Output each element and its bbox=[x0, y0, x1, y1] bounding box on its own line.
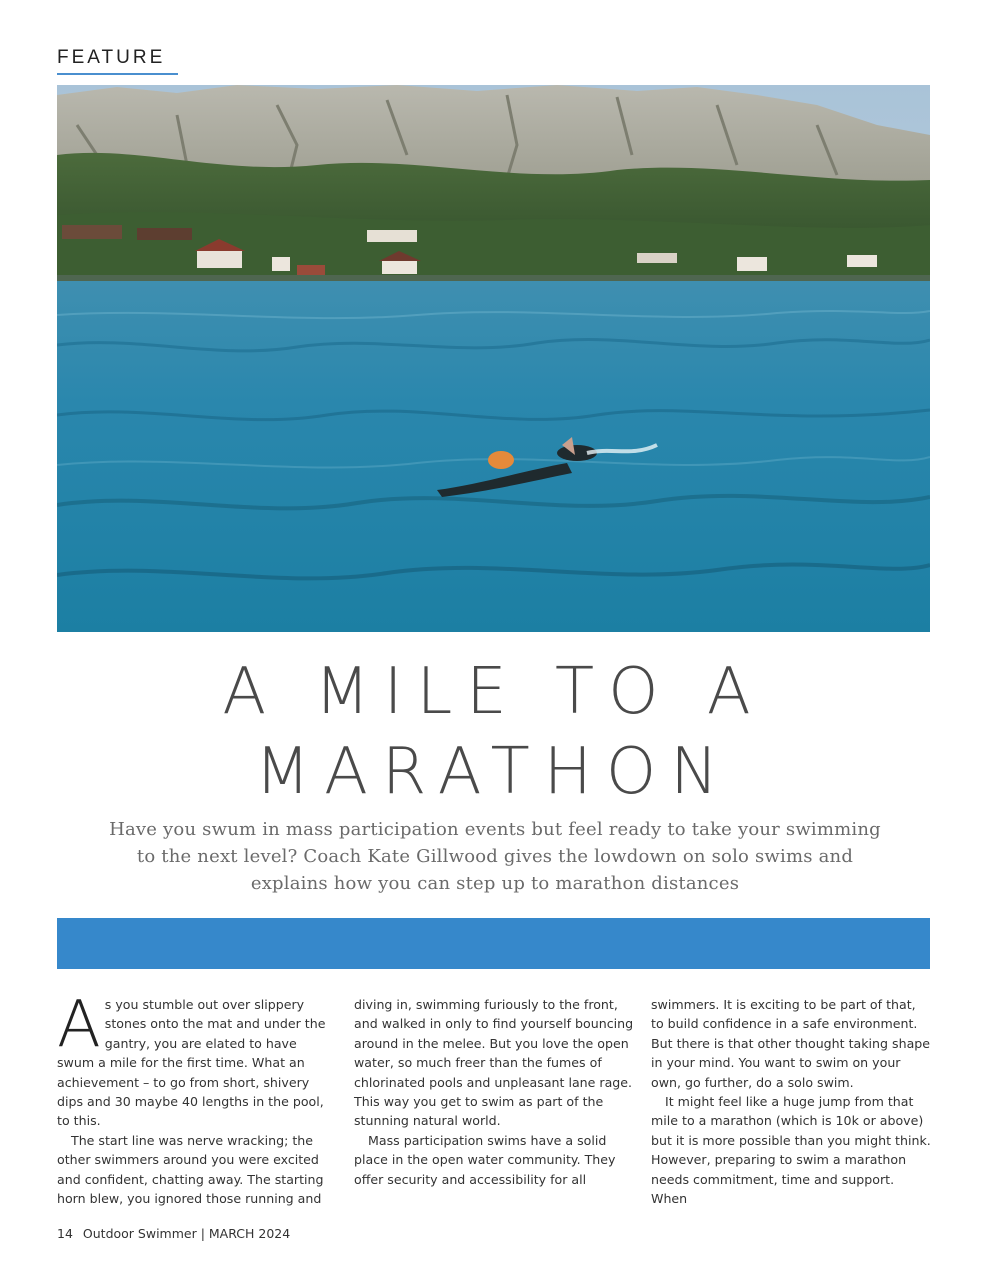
body-column-3 bbox=[651, 995, 931, 1208]
body-paragraph: diving in, swimming furiously to the front, and walked in only to find yourself bouncing around in the melee. But you love the open water, so much freer than the fumes of chlorinated pools and unpleasant lane rage. This way you get to swim as part of the stunning natural world. bbox=[354, 997, 634, 1129]
section-rule bbox=[57, 73, 178, 75]
body-paragraph bbox=[57, 988, 337, 1131]
body-column-1 bbox=[57, 988, 337, 1208]
body-paragraph: swimmers. It is exciting to be part of that, to build confidence in a safe environment. But there is that other thought taking shape in your mind. You want to swim on your own, go further, do a solo swim. bbox=[651, 997, 931, 1090]
body-column-2 bbox=[354, 995, 634, 1189]
blue-divider-bar bbox=[57, 918, 930, 969]
body-text: s you stumble out over slippery stones onto the mat and under the gantry, you are elated to have swum a mile for the first time. What an achievement – to go from short, shivery dips and 30 maybe 40 lengths in the pool, to this. bbox=[57, 997, 326, 1129]
article-title bbox=[57, 652, 930, 812]
body-paragraph: It might feel like a huge jump from that mile to a marathon (which is 10k or above) but it is more possible than you might think. However, preparing to swim a marathon needs commitment, time and support. When bbox=[651, 1094, 931, 1207]
hero-photo bbox=[57, 85, 930, 632]
body-paragraph: The start line was nerve wracking; the other swimmers around you were excited and confident, chatting away. The starting horn blew, you ignored those running and bbox=[57, 1132, 324, 1207]
title-line-2: MARATHON bbox=[254, 735, 733, 809]
standfirst: Have you swum in mass participation events but feel ready to take your swimming to the next level? Coach Kate Gillwood gives the lowdown on solo swims and explains how you can step up to marathon distances bbox=[109, 819, 881, 894]
body-paragraph: Mass participation swims have a solid place in the open water community. They offer security and accessibility for all bbox=[354, 1132, 616, 1187]
publication-info: Outdoor Swimmer | MARCH 2024 bbox=[82, 1226, 291, 1241]
page-number: 14 bbox=[57, 1226, 73, 1241]
drop-cap: A bbox=[57, 988, 101, 1062]
section-label: FEATURE bbox=[57, 47, 166, 68]
title-line-1: A MILE TO A bbox=[222, 655, 765, 729]
page-footer bbox=[57, 1226, 300, 1241]
